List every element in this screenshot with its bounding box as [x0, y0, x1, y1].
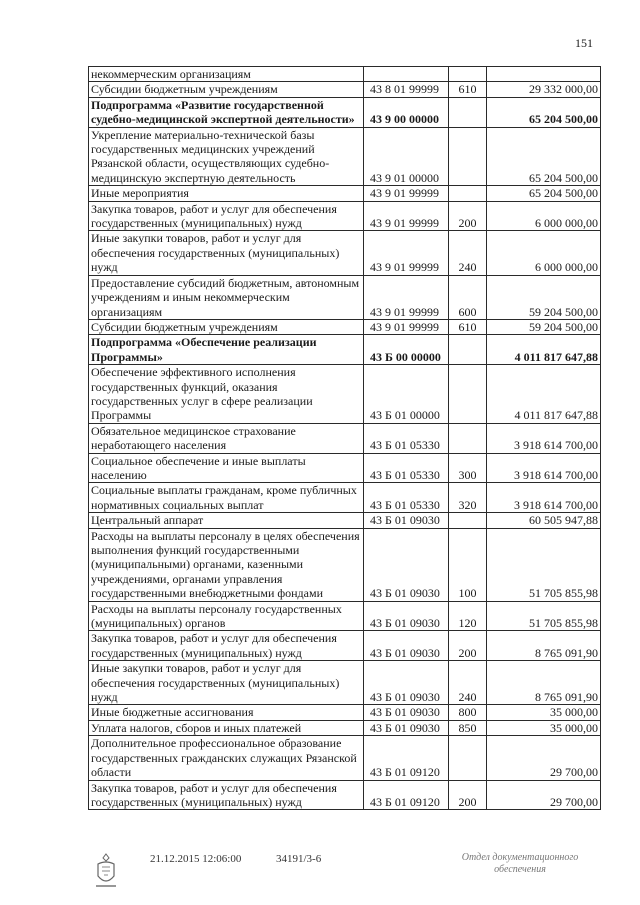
row-expense-type-cell: 610	[449, 319, 487, 334]
row-expense-type-cell	[449, 736, 487, 780]
row-name-cell: Социальное обеспечение и иные выплаты населению	[89, 453, 364, 483]
row-amount-cell: 6 000 000,00	[487, 201, 601, 231]
row-amount-cell: 35 000,00	[487, 705, 601, 720]
row-code-cell: 43 Б 01 09030	[364, 601, 449, 631]
row-amount-cell: 3 918 614 700,00	[487, 453, 601, 483]
row-expense-type-cell	[449, 186, 487, 201]
row-amount-cell: 59 204 500,00	[487, 319, 601, 334]
table-row	[89, 661, 601, 705]
row-amount-cell: 65 204 500,00	[487, 186, 601, 201]
row-code-cell: 43 Б 01 09030	[364, 705, 449, 720]
row-expense-type-cell: 300	[449, 453, 487, 483]
row-amount-cell: 51 705 855,98	[487, 601, 601, 631]
row-expense-type-cell: 610	[449, 82, 487, 97]
row-amount-cell: 3 918 614 700,00	[487, 423, 601, 453]
table-row	[89, 736, 601, 780]
row-expense-type-cell	[449, 127, 487, 186]
row-code-cell: 43 Б 01 09030	[364, 720, 449, 735]
row-code-cell: 43 Б 01 05330	[364, 453, 449, 483]
row-name-cell: Укрепление материально-технической базы государственных медицинских учреждений Рязанской области, осуществляющих судебно-медицинскую экспертную деятельность	[89, 127, 364, 186]
row-name-cell: Иные закупки товаров, работ и услуг для обеспечения государственных (муниципальных) нужд	[89, 231, 364, 275]
row-code-cell: 43 Б 01 09030	[364, 513, 449, 528]
row-code-cell	[364, 67, 449, 82]
row-code-cell: 43 8 01 99999	[364, 82, 449, 97]
row-amount-cell: 35 000,00	[487, 720, 601, 735]
coat-of-arms-icon	[92, 852, 120, 890]
footer-timestamp: 21.12.2015 12:06:00	[150, 853, 242, 865]
table-row	[89, 97, 601, 127]
row-name-cell: Обязательное медицинское страхование неработающего населения	[89, 423, 364, 453]
row-code-cell: 43 9 01 00000	[364, 127, 449, 186]
table-row	[89, 705, 601, 720]
table-row	[89, 127, 601, 186]
row-expense-type-cell	[449, 513, 487, 528]
office-stamp: Отдел документационного обеспечения	[461, 852, 579, 875]
row-expense-type-cell: 600	[449, 275, 487, 319]
row-code-cell: 43 9 00 00000	[364, 97, 449, 127]
row-amount-cell: 8 765 091,90	[487, 631, 601, 661]
row-code-cell: 43 Б 01 09030	[364, 631, 449, 661]
row-expense-type-cell: 240	[449, 231, 487, 275]
row-amount-cell: 6 000 000,00	[487, 231, 601, 275]
row-name-cell: Иные закупки товаров, работ и услуг для обеспечения государственных (муниципальных) нужд	[89, 661, 364, 705]
budget-table-body	[89, 67, 601, 810]
row-expense-type-cell: 240	[449, 661, 487, 705]
table-row	[89, 231, 601, 275]
row-amount-cell: 59 204 500,00	[487, 275, 601, 319]
row-name-cell: Социальные выплаты гражданам, кроме публичных нормативных социальных выплат	[89, 483, 364, 513]
footer-doc-number: 34191/3-6	[276, 853, 322, 865]
table-row	[89, 275, 601, 319]
row-code-cell: 43 9 01 99999	[364, 201, 449, 231]
table-row	[89, 201, 601, 231]
row-amount-cell: 29 332 000,00	[487, 82, 601, 97]
row-name-cell: Расходы на выплаты персоналу государственных (муниципальных) органов	[89, 601, 364, 631]
row-amount-cell: 29 700,00	[487, 780, 601, 810]
row-name-cell: Дополнительное профессиональное образование государственных гражданских служащих Рязанской области	[89, 736, 364, 780]
row-amount-cell: 65 204 500,00	[487, 127, 601, 186]
table-row	[89, 186, 601, 201]
row-amount-cell: 29 700,00	[487, 736, 601, 780]
row-name-cell: Закупка товаров, работ и услуг для обеспечения государственных (муниципальных) нужд	[89, 201, 364, 231]
row-name-cell: Закупка товаров, работ и услуг для обеспечения государственных (муниципальных) нужд	[89, 780, 364, 810]
table-row	[89, 513, 601, 528]
row-code-cell: 43 Б 01 00000	[364, 365, 449, 424]
table-row	[89, 631, 601, 661]
table-row	[89, 423, 601, 453]
row-amount-cell: 3 918 614 700,00	[487, 483, 601, 513]
row-expense-type-cell	[449, 97, 487, 127]
row-name-cell: Уплата налогов, сборов и иных платежей	[89, 720, 364, 735]
row-expense-type-cell: 200	[449, 780, 487, 810]
row-name-cell: Центральный аппарат	[89, 513, 364, 528]
row-amount-cell: 51 705 855,98	[487, 528, 601, 601]
row-code-cell: 43 9 01 99999	[364, 319, 449, 334]
table-row	[89, 453, 601, 483]
table-row	[89, 82, 601, 97]
row-expense-type-cell	[449, 335, 487, 365]
row-code-cell: 43 9 01 99999	[364, 186, 449, 201]
row-code-cell: 43 Б 01 09030	[364, 661, 449, 705]
row-name-cell: Расходы на выплаты персоналу в целях обеспечения выполнения функций государственными (муниципальными) органами, казенными учреждениями, органами управления государственными внебюджетными фондами	[89, 528, 364, 601]
row-name-cell: Закупка товаров, работ и услуг для обеспечения государственных (муниципальных) нужд	[89, 631, 364, 661]
row-expense-type-cell: 800	[449, 705, 487, 720]
row-expense-type-cell	[449, 365, 487, 424]
row-name-cell: Подпрограмма «Обеспечение реализации Программы»	[89, 335, 364, 365]
row-expense-type-cell: 100	[449, 528, 487, 601]
row-expense-type-cell: 850	[449, 720, 487, 735]
table-row	[89, 319, 601, 334]
row-expense-type-cell: 120	[449, 601, 487, 631]
row-code-cell: 43 9 01 99999	[364, 231, 449, 275]
row-amount-cell	[487, 67, 601, 82]
table-row	[89, 780, 601, 810]
table-row	[89, 365, 601, 424]
row-amount-cell: 65 204 500,00	[487, 97, 601, 127]
row-amount-cell: 4 011 817 647,88	[487, 335, 601, 365]
row-expense-type-cell	[449, 423, 487, 453]
row-code-cell: 43 Б 00 00000	[364, 335, 449, 365]
row-code-cell: 43 Б 01 05330	[364, 483, 449, 513]
row-name-cell: некоммерческим организациям	[89, 67, 364, 82]
row-code-cell: 43 Б 01 05330	[364, 423, 449, 453]
row-code-cell: 43 Б 01 09120	[364, 736, 449, 780]
row-name-cell: Субсидии бюджетным учреждениям	[89, 82, 364, 97]
table-row	[89, 720, 601, 735]
table-row	[89, 601, 601, 631]
row-name-cell: Иные бюджетные ассигнования	[89, 705, 364, 720]
row-code-cell: 43 Б 01 09120	[364, 780, 449, 810]
row-expense-type-cell: 200	[449, 631, 487, 661]
row-code-cell: 43 9 01 99999	[364, 275, 449, 319]
row-name-cell: Субсидии бюджетным учреждениям	[89, 319, 364, 334]
table-row	[89, 67, 601, 82]
row-amount-cell: 60 505 947,88	[487, 513, 601, 528]
row-expense-type-cell	[449, 67, 487, 82]
row-expense-type-cell: 200	[449, 201, 487, 231]
row-amount-cell: 8 765 091,90	[487, 661, 601, 705]
page-number: 151	[575, 36, 593, 50]
row-name-cell: Обеспечение эффективного исполнения государственных функций, оказания государственных услуг в сфере реализации Программы	[89, 365, 364, 424]
row-expense-type-cell: 320	[449, 483, 487, 513]
budget-table	[88, 66, 601, 810]
row-amount-cell: 4 011 817 647,88	[487, 365, 601, 424]
table-row	[89, 483, 601, 513]
row-name-cell: Предоставление субсидий бюджетным, автономным учреждениям и иным некоммерческим организациям	[89, 275, 364, 319]
row-name-cell: Подпрограмма «Развитие государственной судебно-медицинской экспертной деятельности»	[89, 97, 364, 127]
row-code-cell: 43 Б 01 09030	[364, 528, 449, 601]
table-row	[89, 335, 601, 365]
row-name-cell: Иные мероприятия	[89, 186, 364, 201]
table-row	[89, 528, 601, 601]
